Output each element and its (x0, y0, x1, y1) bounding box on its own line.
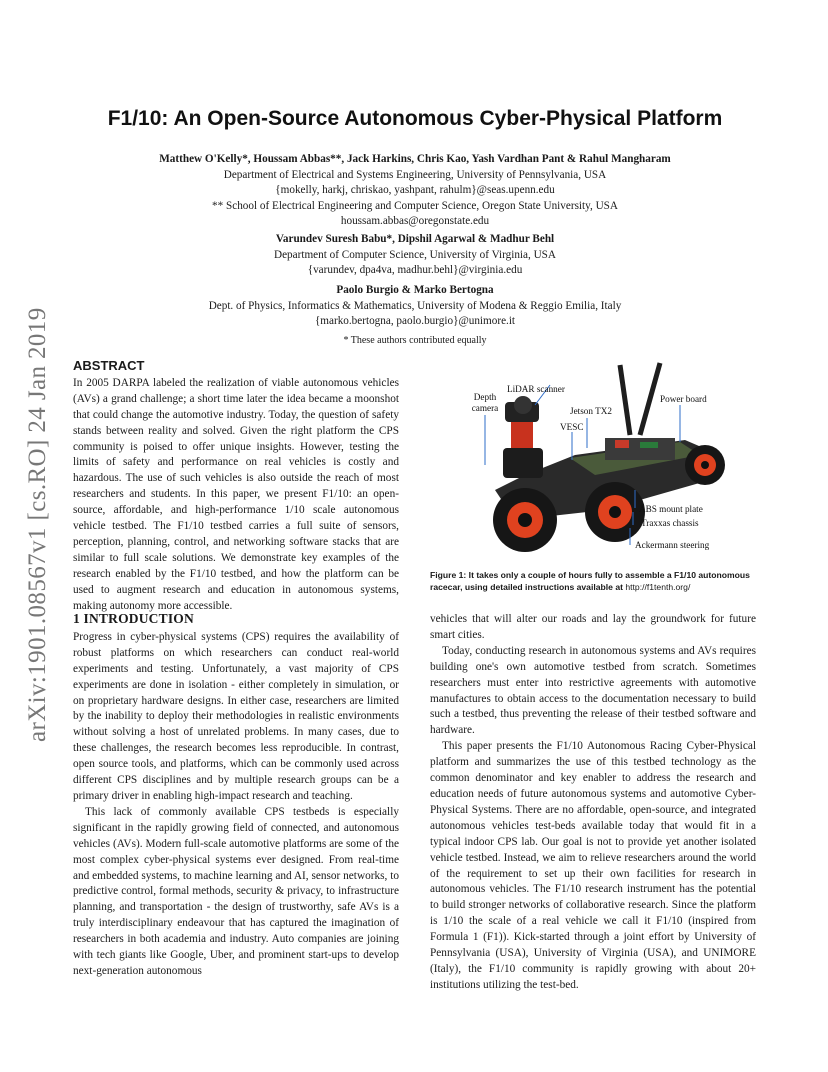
author-group-2 (100, 232, 730, 279)
email: {varundev, dpa4va, madhur.behl}@virginia.edu (307, 264, 523, 277)
label-ackermann: Ackermann steering (635, 540, 710, 550)
figure-racecar (455, 360, 745, 560)
label-jetson: Jetson TX2 (570, 406, 612, 416)
intro-paragraph-4: Today, conducting research in autonomous systems and AVs requires building one's own automotive testbed from scratch. Sometimes researchers must enter into restrictive agreements with automotive manufactures to obtain access to the documentation necessary to build such a testbed, thus preventing the release of their testbed software and hardware. (430, 644, 756, 737)
author-group-1 (100, 152, 730, 230)
author-names: Varundev Suresh Babu*, Dipshil Agarwal & Madhur Behl (275, 233, 555, 245)
equal-contribution-note: * These authors contributed equally (343, 335, 487, 346)
introduction-section (73, 611, 399, 980)
arxiv-identifier: arXiv:1901.08567v1 [cs.RO] 24 Jan 2019 (24, 307, 51, 743)
author-names: Matthew O'Kelly*, Houssam Abbas**, Jack Harkins, Chris Kao, Yash Vardhan Pant & Rahul Mangharam (159, 153, 671, 165)
label-depth-camera: Depth camera (471, 392, 499, 413)
figure-caption (430, 570, 760, 593)
abstract-text: In 2005 DARPA labeled the realization of viable autonomous vehicles (AVs) a grand challenge; a short time later the idea became a moonshot that could change the automotive industry. Today, the question of safety stands between reality and solved. Given the right platform the CPS community is poised to offer unique insights. However, testing the limits of safety and performance on real vehicles is costly and hazardous. The use of such vehicles is also outside the reach of most researchers and students. In this paper, we present F1/10: an open-source, affordable, and high-performance 1/10 scale autonomous vehicle testbed. The F1/10 testbed carries a full suite of sensors, perception, planning, control, and networking software stacks that are similar to full scale solutions. We demonstrate key examples of the research enabled by the F1/10 testbed, and how the platform can be used to augment research and education in autonomous systems, making autonomy more accessible. (73, 376, 399, 612)
author-group-3 (100, 283, 730, 330)
label-abs-plate: ABS mount plate (639, 504, 703, 514)
label-power-board: Power board (660, 394, 707, 404)
affiliation: Department of Computer Science, University of Virginia, USA (274, 248, 556, 261)
label-lidar: LiDAR scanner (507, 384, 565, 394)
caption-link[interactable]: http://f1tenth.org/ (625, 581, 691, 592)
intro-paragraph-5: This paper presents the F1/10 Autonomous Racing Cyber-Physical platform and summarizes the use of this testbed technology as the common denominator and key enabler to address the research and education needs of future autonomous systems and automotive Cyber-Physical Systems. There are no affordable, open-source, and integrated autonomous vehicles test-beds available today that would fit in a typical indoor CPS lab. Our goal is not to provide yet another isolated vehicle testbed. Instead, we aim to relieve researchers around the world of the requirement to set up their own facilities for research in autonomous vehicles. The F1/10 research instrument has the potential to build stronger networks of collaborative research. Since the platform is 1/10 the scale of a real vehicle we call it F1/10 (inspired from Formula 1 (F1)). Kick-started through a joint effort by University of Pennsylvania (USA), University of Virginia (USA), and UNIMORE (Italy), the F1/10 community is rapidly growing with about 20+ institutions utilizing the test-bed. (430, 740, 756, 991)
email: houssam.abbas@oregonstate.edu (340, 215, 490, 228)
label-vesc: VESC (560, 422, 584, 432)
affiliation: ** School of Electrical Engineering and Computer Science, Oregon State University, USA (212, 199, 618, 212)
intro-paragraph-1: Progress in cyber-physical systems (CPS) requires the availability of robust platforms on which researchers can conduct real-world experiments and testing. Unfortunately, a vast majority of CPS experiments are done in isolation - either completely in simulation, or on proprietary hardware designs. In either case, researchers are limited by the inability to deploy their methodologies in realistic environments without solving a host of unrelated problems. In many cases, due to these challenges, the research becomes less reproducible. In contrast, open source tools, and platforms, which can be commonly used across different CPS disciplines and by multiple research groups can be a primary driver in enabling high-impact research and teaching. (73, 630, 399, 802)
caption-text: Figure 1: It takes only a couple of hours fully to assemble a F1/10 autonomous racecar, using detailed instructions available at (430, 570, 750, 592)
author-names: Paolo Burgio & Marko Bertogna (336, 284, 494, 296)
introduction-heading: 1 INTRODUCTION (73, 611, 194, 626)
abstract-section (73, 358, 399, 615)
paper-title: F1/10: An Open-Source Autonomous Cyber-Physical Platform (107, 107, 723, 130)
intro-paragraph-3: vehicles that will alter our roads and lay the groundwork for future smart cities. (430, 613, 756, 641)
email: {marko.bertogna, paolo.burgio}@unimore.it (314, 315, 516, 328)
intro-paragraph-2: This lack of commonly available CPS testbeds is especially significant in the rapidly growing field of connected, and autonomous vehicles (AVs). Modern full-scale automotive platforms are some of the most complex cyber-physical systems ever designed. From real-time and embedded systems, to machine learning and AI, sensor networks, to predictive control, formal methods, security & privacy, to infrastructure planning, and transportation - the design of trustworthy, safe AVs is a truly interdisciplinary endeavour that has captured the imagination of researchers in both academia and industry. Auto companies are joining with tech giants like Google, Uber, and prominent start-ups to develop next-generation autonomous (73, 805, 399, 977)
racecar-image (455, 360, 745, 560)
introduction-continued (430, 612, 756, 994)
email: {mokelly, harkj, chriskao, yashpant, rahulm}@seas.upenn.edu (275, 184, 555, 197)
abstract-heading: ABSTRACT (73, 358, 145, 373)
affiliation: Dept. of Physics, Informatics & Mathematics, University of Modena & Reggio Emilia, Italy (208, 299, 622, 312)
label-traxxas: Traxxas chassis (641, 518, 699, 528)
affiliation: Department of Electrical and Systems Engineering, University of Pennsylvania, USA (223, 168, 607, 181)
